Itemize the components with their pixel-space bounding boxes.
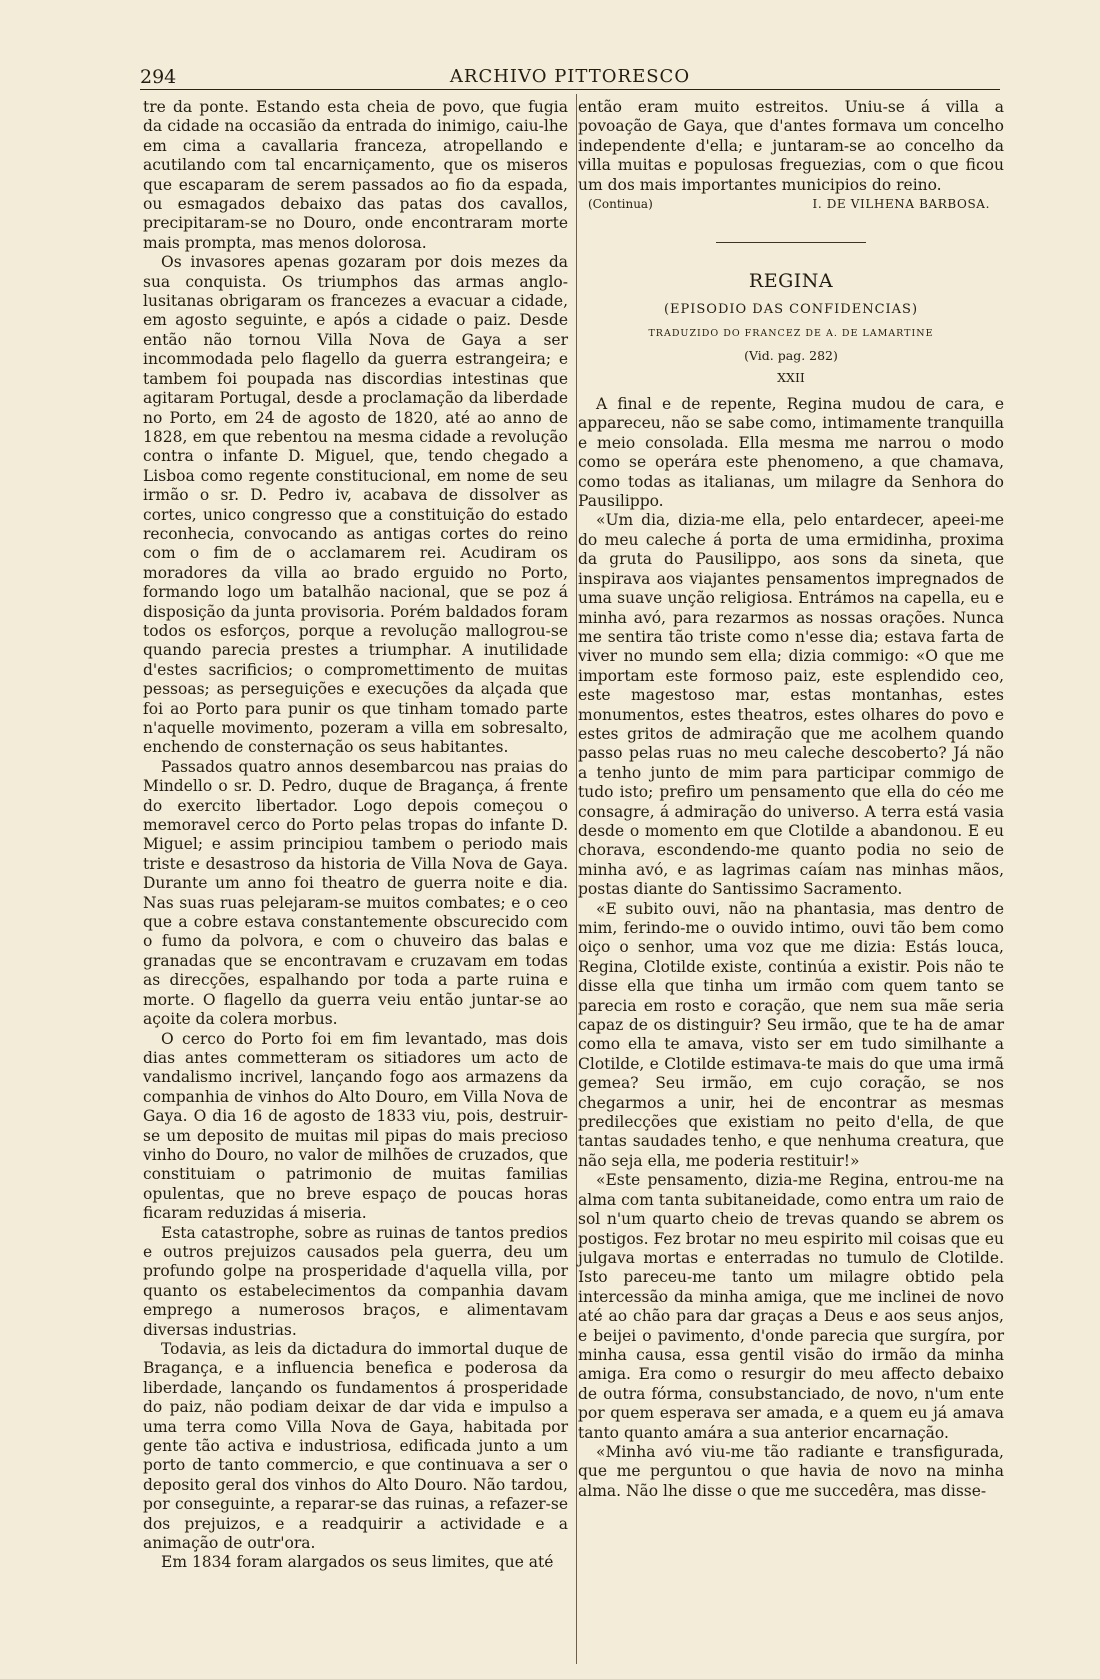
chapter-number: XXII [777,370,805,386]
author-name: I. DE VILHENA BARBOSA. [812,197,990,212]
left-column [143,98,568,1573]
page-reference: (Vid. pag. 282) [744,348,838,364]
continua-note: (Continua) [588,197,653,212]
page-number: 294 [140,66,177,88]
paragraph: Os invasores apenas gozaram por dois mezes da sua conquista. Os triumphos das armas anglo-lusitanas obrigaram os francezes a evacuar a cidade, em agosto seguinte, e após a cidade o paiz. Desde então não tornou Villa Nova de Gaya a ser incommodada pelo flagello da guerra estrangeira; e tambem foi poupada nas discordias intestinas que agitaram Portugal, desde a proclamação da liberdade no Porto, em 24 de agosto de 1820, até ao anno de 1828, em que rebentou na mesma cidade a revolução contra o infante D. Miguel, que, tendo chegado a Lisboa como regente constitucional, em nome de seu irmão o sr. D. Pedro iv, acabava de dissolver as cortes, unico congresso que a constituição do estado reconhecia, convocando as antigas cortes do reino com o fim de o acclamarem rei. Acudiram os moradores da villa ao brado erguido no Porto, formando logo um batalhão nacional, que se poz á disposição da junta provisoria. Porém baldados foram todos os esforços, porque a revolução mallogrou-se quando parecia prestes a triumphar. A inutilidade d'estes sacrificios; o compromettimento de muitas pessoas; as perseguições e execuções da alçada que foi ao Porto para punir os que tinham tomado parte n'aquelle movimento, pozeram a villa em sobresalto, enchendo de consternação os seus habitantes. [143,253,568,757]
header-rule [140,89,1000,90]
translation-credit: TRADUZIDO DO FRANCEZ DE A. DE LAMARTINE [648,328,934,340]
article-subtitle: (EPISODIO DAS CONFIDENCIAS) [663,302,919,318]
paragraph: «Minha avó viu-me tão radiante e transfigurada, que me perguntou o que havia de novo na minha alma. Não lhe disse o que me succedêra, mas disse- [578,1442,1004,1500]
page-header [140,66,1000,88]
paragraph: Em 1834 foram alargados os seus limites, que até [161,1553,554,1572]
right-column [578,98,1004,1501]
paragraph: O cerco do Porto foi em fim levantado, mas dois dias antes commetteram os sitiadores um acto de vandalismo incrivel, lançando fogo aos armazens da companhia de vinhos do Alto Douro, em Villa Nova de Gaya. O dia 16 de agosto de 1833 viu, pois, destruir-se um deposito de muitas mil pipas do mais precioso vinho do Douro, no valor de milhões de cruzados, que constituiam o patrimonio de muitas familias opulentas, que no breve espaço de poucas horas ficaram reduzidas á miseria. [143,1029,568,1223]
column-divider [576,94,577,1664]
paragraph: «E subito ouvi, não na phantasia, mas dentro de mim, ferindo-me o ouvido intimo, ouvi tão bem como oiço o senhor, uma voz que me dizia: Estás louca, Regina, Clotilde existe, continúa a existir. Pois não te disse ella que tinha um irmão com quem tanto se parecia em rosto e coração, que nem sua mãe seria capaz de os distinguir? Seu irmão, que te ha de amar como ella te amava, visto ser em tudo similhante a Clotilde, e Clotilde estimava-te mais do que uma irmã gemea? Seu irmão, em cujo coração, se nos chegarmos a unir, hei de encontrar as mesmas predilecções que existiam no peito d'ella, de que tantas saudades tenho, e que nenhuma creatura, que não seja ella, me poderia restituir!» [578,899,1004,1170]
article-signature [578,195,1004,214]
paragraph: A final e de repente, Regina mudou de cara, e appareceu, não se sabe como, intimamente tranquilla e meio consolada. Ella mesma me narrou o modo como se operára este phenomeno, a que chamava, como todas as italianas, um milagre da Senhora do Pausilippo. [578,395,1004,511]
paragraph: «Um dia, dizia-me ella, pelo entardecer, apeei-me do meu caleche á porta de uma ermidinha, proxima da gruta do Pausilippo, aos sons da sineta, que inspirava aos viajantes pensamentos impregnados de uma suave unção religiosa. Entrámos na capella, eu e minha avó, para rezarmos as nossas orações. Nunca me sentira tão triste como n'esse dia; estava farta de viver no mundo sem ella; dizia commigo: «O que me importam este formoso paiz, este esplendido ceo, este magestoso mar, estas montanhas, estes monumentos, estes theatros, estes olhares do povo e estes gritos de admiração que me acolhem quando passo pelas ruas no meu caleche descoberto? Já não a tenho junto de mim para participar commigo de tudo isto; prefiro um pensamento que ella do céo me consagre, á admiração do universo. A terra está vasia desde o momento em que Clotilde a abandonou. E eu chorava, escondendo-me quanto podia no seio de minha avó, e as lagrimas caíam nas minhas mãos, postas diante do Santissimo Sacramento. [578,511,1004,899]
paragraph: Passados quatro annos desembarcou nas praias do Mindello o sr. D. Pedro, duque de Bragança, á frente do exercito libertador. Logo depois começou o memoravel cerco do Porto pelas tropas do infante D. Miguel; e assim principiou tambem o periodo mais triste e desastroso da historia de Villa Nova de Gaya. Durante um anno foi theatro de guerra noite e dia. Nas suas ruas pelejaram-se muitos combates; e o ceo que a cobre estava constantemente obscurecido com o fumo da polvora, e com o chuveiro das balas e granadas que se encontravam e cruzavam em todas as direcções, espalhando por toda a parte ruina e morte. O flagello da guerra veiu então juntar-se ao açoite da colera morbus. [143,757,568,1029]
article-title: REGINA [748,270,834,293]
section-rule [716,242,866,243]
paragraph: tre da ponte. Estando esta cheia de povo, que fugia da cidade na occasião da entrada do inimigo, caiu-lhe em cima a cavallaria franceza, atropellando e acutilando com tal encarniçamento, que os miseros que escaparam de serem passados ao fio da espada, ou esmagados debaixo das patas dos cavallos, precipitaram-se no Douro, onde encontraram morte mais prompta, mas menos dolorosa. [143,98,568,252]
paragraph: Todavia, as leis da dictadura do immortal duque de Bragança, e a influencia benefica e poderosa da liberdade, lançando os fundamentos á prosperidade do paiz, não podiam deixar de dar vida e impulso a uma terra como Villa Nova de Gaya, habitada por gente tão activa e industriosa, edificada junto a um porto de tanto commercio, e que continuava a ser o deposito geral dos vinhos do Alto Douro. Não tardou, por conseguinte, a reparar-se das ruinas, a refazer-se dos prejuizos, e a readquirir a actividade e a animação de outr'ora. [143,1340,568,1553]
paragraph: «Este pensamento, dizia-me Regina, entrou-me na alma com tanta subitaneidade, como entra um raio de sol n'um quarto cheio de trevas quando se abrem os postigos. Fez brotar no meu espirito mil coisas que eu julgava mortas e enterradas no tumulo de Clotilde. Isto pareceu-me tanto um milagre obtido pela intercessão da minha amiga, que me inclinei de novo até ao chão para dar graças a Deus e aos seus anjos, e beijei o pavimento, d'onde parecia que surgíra, por minha causa, essa gentil visão do irmão da minha amiga. Era como o resurgir do meu affecto debaixo de outra fórma, consubstanciado, de novo, n'um ente por quem esperava ser amada, e a quem eu já amava tanto quanto amára a sua anterior encarnação. [578,1171,1004,1442]
continuation-paragraph: então eram muito estreitos. Uniu-se á villa a povoação de Gaya, que d'antes formava um concelho independente d'ella; e juntaram-se ao concelho da villa muitas e populosas freguezias, com o que ficou um dos mais importantes municipios do reino. [578,98,1004,194]
running-title: ARCHIVO PITTORESCO [449,66,691,87]
paragraph: Esta catastrophe, sobre as ruinas de tantos predios e outros prejuizos causados pela guerra, deu um profundo golpe na prosperidade d'aquella villa, por quanto os estabelecimentos da companhia davam emprego a numerosos braços, e alimentavam diversas industrias. [143,1223,568,1339]
